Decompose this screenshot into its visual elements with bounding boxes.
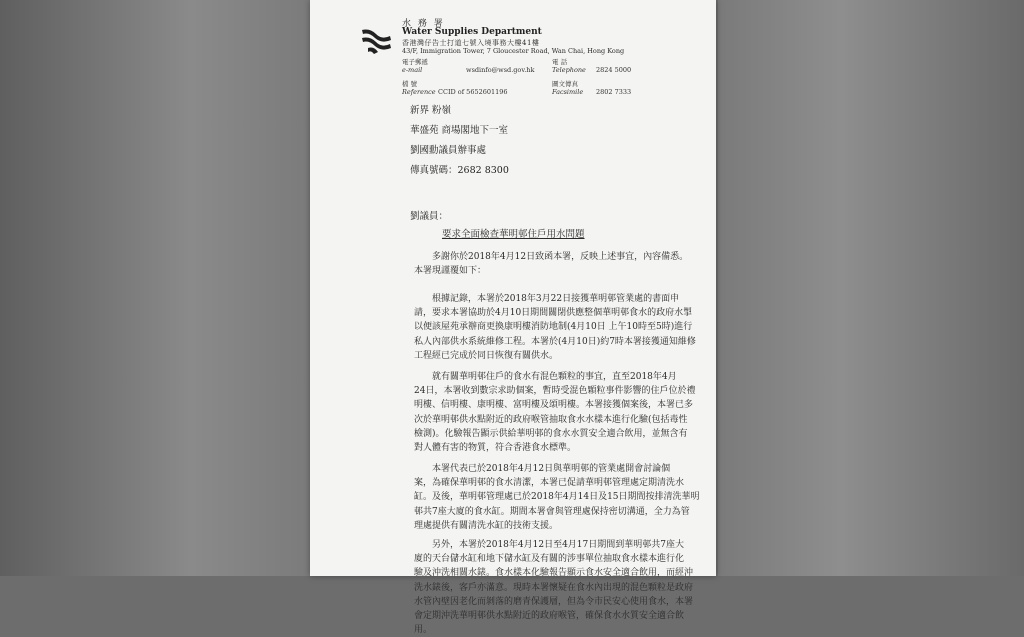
email-label-zh: 電子郵遞 [402,58,428,66]
paragraph-line: 多謝你於2018年4月12日致函本署，反映上述事宜，內容備悉。 [432,252,689,262]
paragraph-line: 就有關華明邨住戶的食水有混色顆粒的事宜，直至2018年4月 [432,372,677,382]
paragraph-sampling [414,538,702,637]
paragraph-line: 會定期沖洗華明邨供水點附近的政府喉管，確保食水水質安全適合飲 [414,611,685,622]
paragraph-line: 理處提供有關清洗水缸的技術支援。 [414,520,559,531]
paragraph-line: 根據記錄，本署於2018年3月22日接獲華明邨管業處的書面申 [432,294,680,304]
paragraph-line: 缸。及後，華明邨管理處已於2018年4月14日及15日期間按排清洗華明 [414,492,700,503]
paragraph-line: 驗及沖洗相關水錶。食水樣本化驗報告顯示食水安全適合飲用，而經沖 [414,568,694,579]
paragraph-line: 請，要求本署協助於4月10日期間關閉供應整個華明邨食水的政府水掣 [414,308,693,319]
salutation: 劉議員： [410,211,449,222]
fax-label-en: Facsimile [552,88,584,96]
address-en: 43/F, Immigration Tower, 7 Gloucester Road, Wan Chai, Hong Kong [402,47,625,55]
paragraph-line: 以便該屋苑承辦商更換康明樓消防地制(4月10日 上午10時至5時)進行 [414,322,693,333]
paragraph-line: 另外，本署於2018年4月12日至4月17日期間到華明邨共7座大 [432,540,684,550]
paragraph-line: 次於華明邨供水點附近的政府喉管抽取食水水樣本進行化驗(包括毒性 [414,414,688,425]
recipient-line: 新界 粉嶺 [410,105,452,116]
paragraph-intro [414,250,702,278]
tel-label-en: Telephone [552,66,586,74]
background-left [0,0,318,576]
paragraph-records [414,292,702,363]
fax-label-zh: 圖文傳真 [552,80,578,88]
paragraph-complaints [414,370,702,455]
letter-page [310,0,716,636]
paragraph-line: 24日，本署收到數宗求助個案，暫時受混色顆粒事件影響的住戶位於禮 [414,386,696,397]
paragraph-line: 對人體有害的物質，符合香港食水標準。 [414,443,577,454]
tel-label-zh: 電 話 [552,58,568,66]
paragraph-line: 用。 [414,625,433,636]
recipient-line: 華盛苑 商場閣地下一室 [410,125,509,136]
subject-line: 要求全面檢查華明邨住戶用水問題 [442,229,585,240]
paragraph-line: 工程經已完成於同日恢復有關供水。 [414,350,559,361]
tel-value: 2824 5000 [596,66,632,74]
background-right [718,0,1024,576]
paragraph-line: 廈的天台儲水缸和地下儲水缸及有關的涉事單位抽取食水樣本進行化 [414,554,685,565]
recipient-fax: 傳真號碼：2682 8300 [410,165,509,176]
dept-name-zh: 水 務 署 [402,19,445,29]
paragraph-line: 洗水錶後，客戶亦滿意。現時本署懷疑在食水內出現的混色顆粒是政府 [414,582,694,593]
ref-value: CCID of 5652601196 [438,88,508,96]
paragraph-line: 邨共7座大廈的食水缸。期間本署會與管理處保持密切溝通，全力為管 [414,506,690,517]
paragraph-line: 明樓、信明樓、康明樓、富明樓及頌明樓。本署接獲個案後，本署已多 [414,400,694,411]
paragraph-meeting [414,462,702,533]
paragraph-line: 本署現謹覆如下： [414,266,487,277]
recipient-line: 劉國勳議員辦事處 [410,145,487,156]
wsd-logo-icon [360,26,394,56]
ref-label-en: Reference [402,88,436,96]
email-label-en: e-mail [402,66,423,74]
dept-name-en: Water Supplies Department [402,27,542,37]
paragraph-line: 案，為確保華明邨的食水清潔，本署已促請華明邨管理處定期清洗水 [414,478,685,489]
paragraph-line: 私人內部供水系統維修工程。本署於(4月10日)約7時本署接獲通知維修 [414,336,696,347]
address-zh: 香港灣仔告士打道七號入境事務大樓41樓 [402,39,540,47]
email-value: wsdinfo@wsd.gov.hk [466,66,535,74]
paragraph-line: 水管內壁因老化而剝落的磨青保護層，但為令市民安心使用食水，本署 [414,596,694,607]
fax-value: 2802 7333 [596,88,632,96]
paragraph-line: 檢測)。化驗報告顯示供給華明邨的食水水質安全適合飲用，並無含有 [414,428,688,439]
paragraph-line: 本署代表已於2018年4月12日與華明邨的管業處開會討論個 [432,464,671,474]
ref-label-zh: 檔 號 [402,80,418,88]
